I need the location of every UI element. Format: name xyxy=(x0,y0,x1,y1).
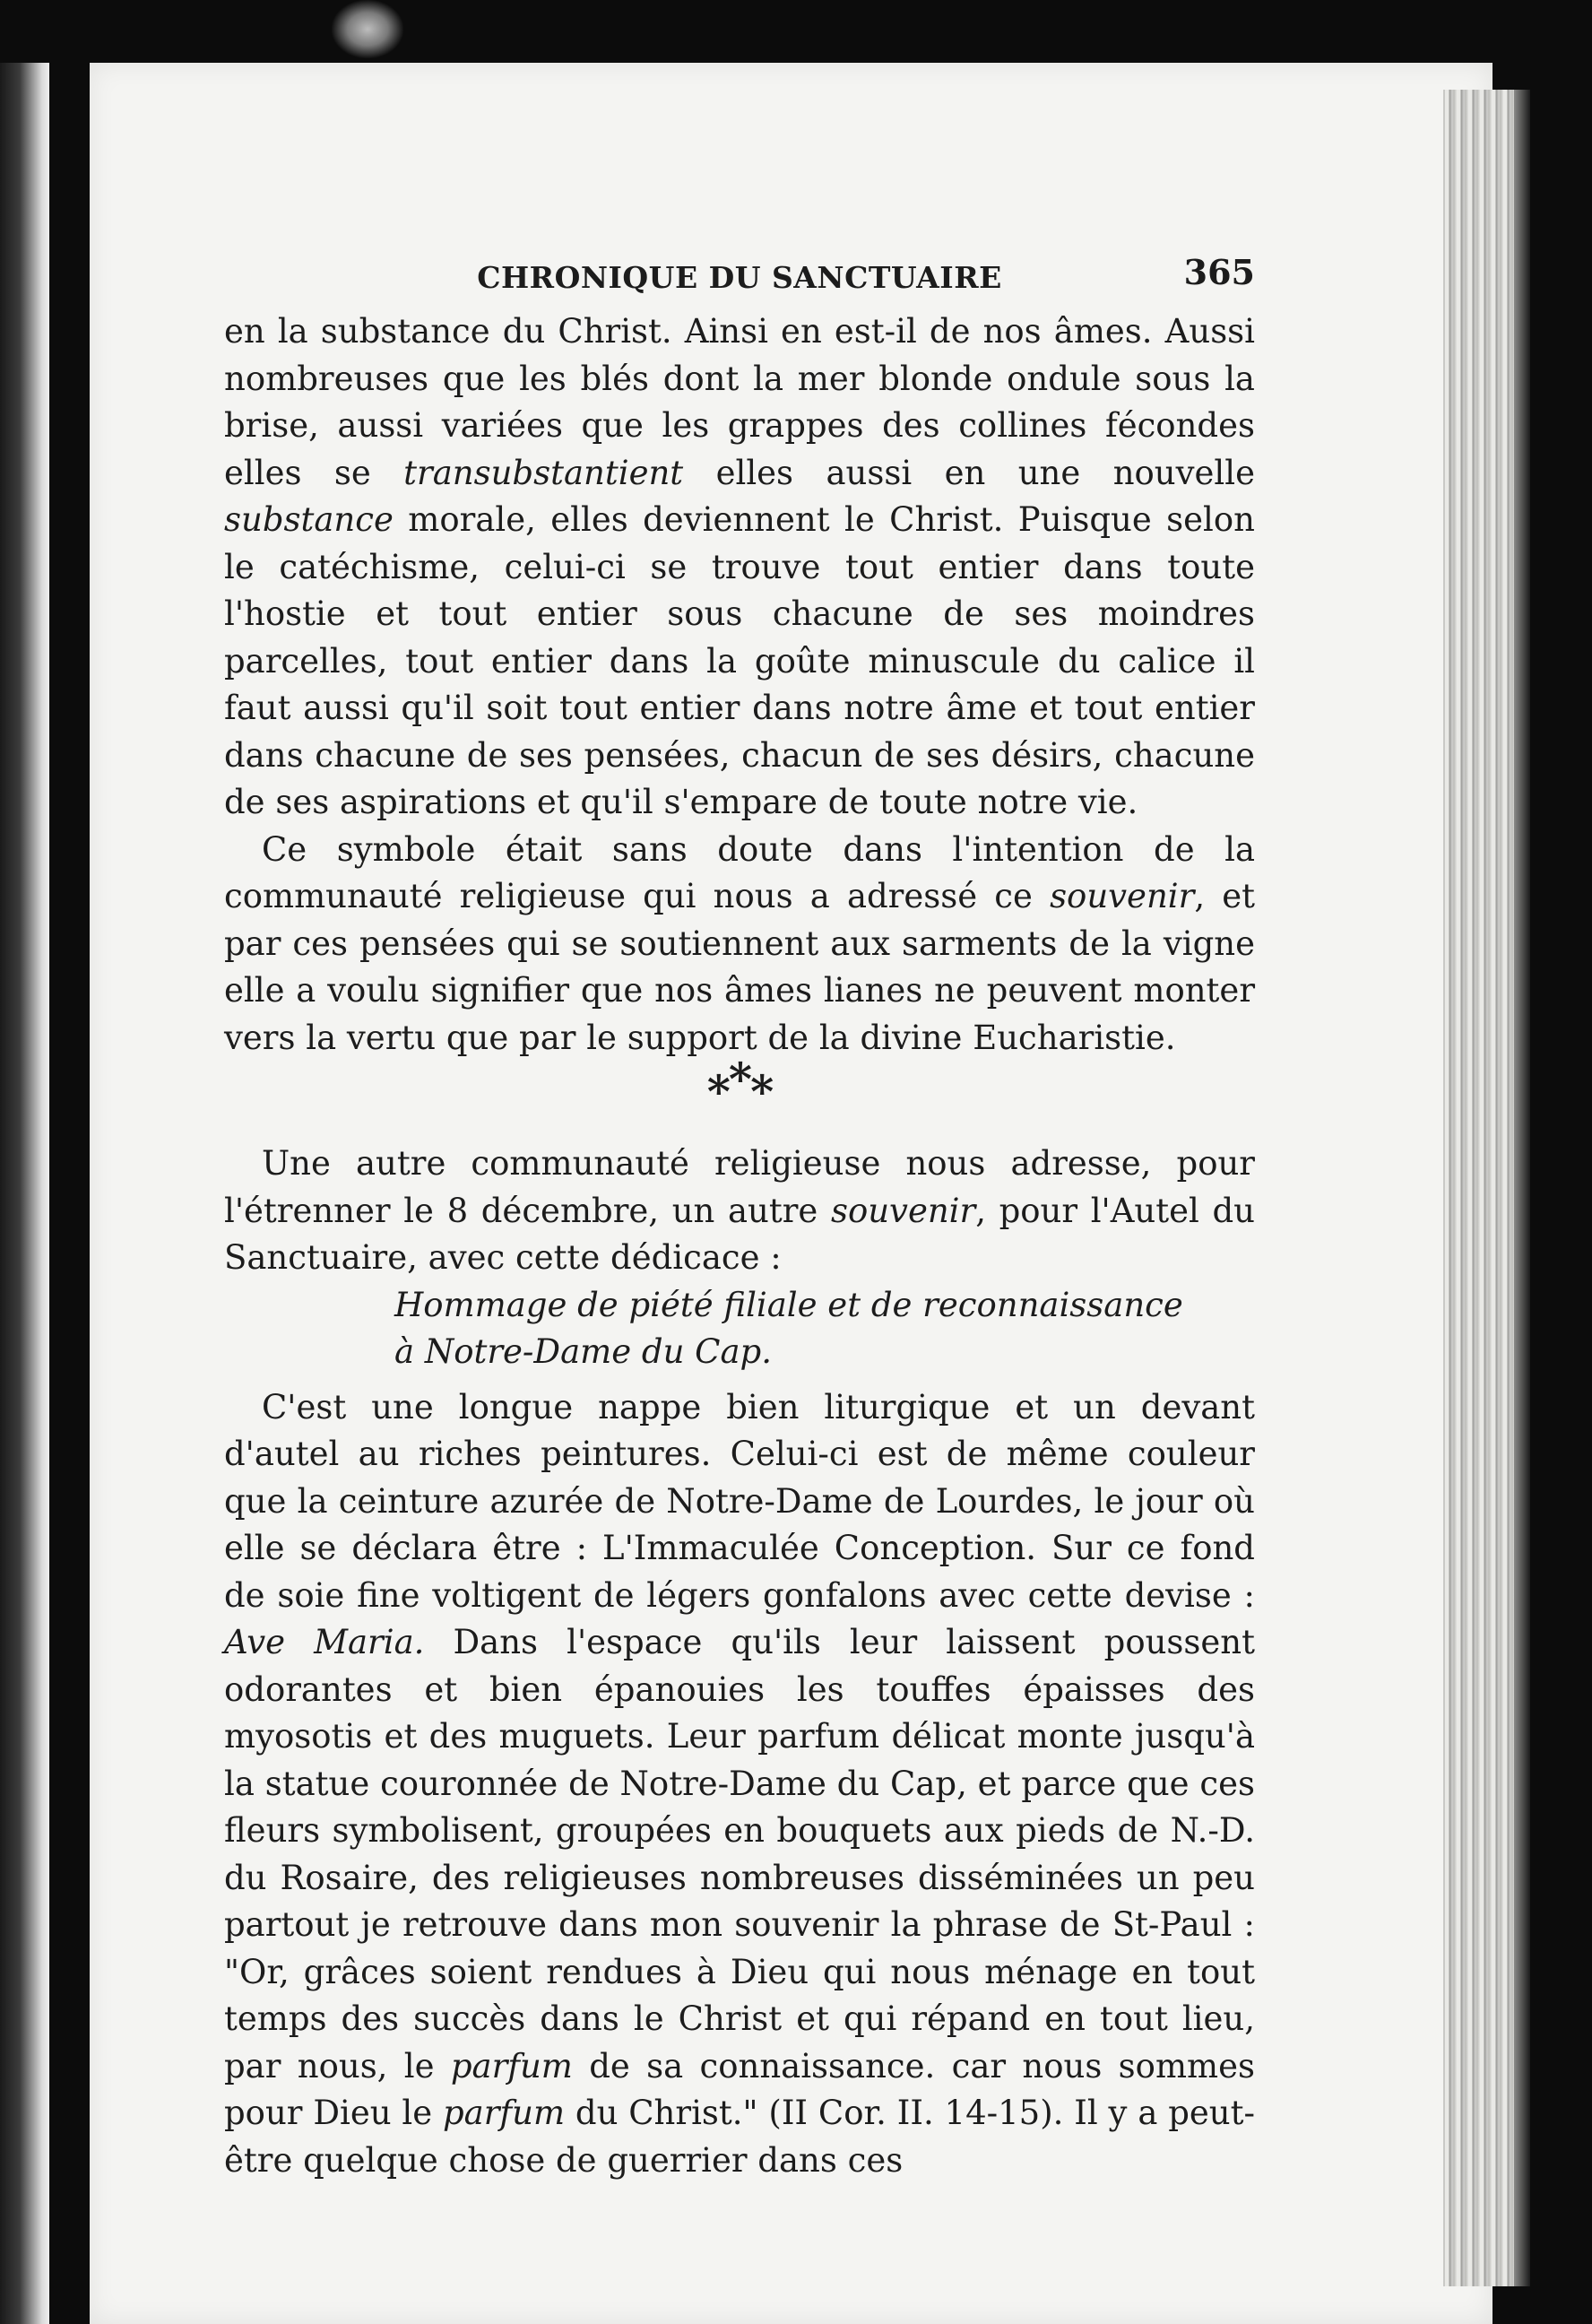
previous-page-edge xyxy=(0,63,49,2324)
asterism-star-left: * xyxy=(706,1065,729,1118)
asterism-divider xyxy=(224,1053,1255,1140)
italic-segment: substance xyxy=(224,500,394,539)
running-title: CHRONIQUE DU SANCTUAIRE xyxy=(477,260,1002,295)
paragraph-4 xyxy=(224,1384,1255,2185)
paragraph-1 xyxy=(224,308,1255,827)
page-stack-edge xyxy=(1443,90,1530,2286)
text-segment: elles aussi en une nouvelle xyxy=(683,453,1255,492)
italic-segment: Ave Maria. xyxy=(224,1623,425,1661)
text-segment: Une autre communauté religieuse nous adresse, pour l'étrenner le 8 décembre, un autre xyxy=(224,1144,1255,1230)
text-segment: Ce symbole était sans doute dans l'intention de la communauté religieuse qui nous a adressé ce xyxy=(224,829,1255,915)
italic-segment: souvenir xyxy=(830,1191,976,1230)
italic-segment: souvenir xyxy=(1050,877,1195,915)
text-segment: morale, elles deviennent le Christ. Puisque selon le catéchisme, celui-ci se trouve tout entier dans toute l'hostie et tout entier sous chacune de ses moindres parcelles, tout entier dans la goûte minuscule du calice il faut aussi qu'il soit tout entier dans notre âme et tout entier dans chacune de ses pensées, chacun de ses désirs, chacune de ses aspirations et qu'il s'empare de toute notre vie. xyxy=(224,500,1255,821)
paragraph-2 xyxy=(224,827,1255,1062)
asterism-star-right: * xyxy=(750,1065,773,1118)
italic-segment: parfum xyxy=(450,2046,573,2086)
page-number: 365 xyxy=(1183,252,1255,292)
text-segment: , et par ces pensées qui se soutiennent aux sarments de la vigne elle a voulu signifier que nos âmes lianes ne peuvent monter vers la vertu que par le support de la divine Eucharistie. xyxy=(224,877,1255,1057)
dedication-line-2: à Notre-Dame du Cap. xyxy=(394,1331,772,1371)
paragraph-3 xyxy=(224,1140,1255,1282)
italic-segment: parfum xyxy=(442,2094,566,2132)
text-segment: en la substance du Christ. Ainsi en est-il de nos âmes. Aussi nombreuses que les blés dont la mer blonde ondule sous la brise, aussi variées que les grappes des collines fécondes elles se xyxy=(224,312,1255,492)
dedication xyxy=(394,1282,1255,1375)
italic-segment: transubstantient xyxy=(403,453,684,492)
text-segment: de sa connaissance. car nous sommes pour Dieu le xyxy=(224,2046,1255,2132)
text-segment: Dans l'espace qu'ils leur laissent poussent odorantes et bien épanouies les touffes épaisses des myosotis et des muguets. Leur parfum délicat monte jusqu'à la statue couronnée de Notre-Dame du Cap, et parce que ces fleurs symbolisent, groupées en bouquets aux pieds de N.-D. du Rosaire, des religieuses nombreuses disséminées un peu partout je retrouve dans mon souvenir la phrase de St-Paul : "Or, grâces soient rendues à Dieu qui nous ménage en tout temps des succès dans le Christ et qui répand en tout lieu, par nous, le xyxy=(224,1623,1255,2086)
page-text xyxy=(224,242,1255,2184)
scan-smudge xyxy=(332,0,403,58)
text-segment: du Christ." (II Cor. II. 14-15). Il y a peut-être quelque chose de guerrier dans ces xyxy=(224,2094,1256,2180)
asterism-star-top: * xyxy=(728,1053,751,1106)
running-header xyxy=(224,242,1255,296)
dedication-line-1: Hommage de piété filiale et de reconnaissance xyxy=(394,1285,1183,1324)
text-segment: , pour l'Autel du Sanctuaire, avec cette dédicace : xyxy=(224,1191,1255,1277)
text-segment: C'est une longue nappe bien liturgique et un devant d'autel au riches peintures. Celui-ci est de même couleur que la ceinture azurée de Notre-Dame de Lourdes, le jour où elle se déclara être : L'Immaculée Conception. Sur ce fond de soie fine voltigent de légers gonfalons avec cette devise : xyxy=(224,1387,1255,1615)
